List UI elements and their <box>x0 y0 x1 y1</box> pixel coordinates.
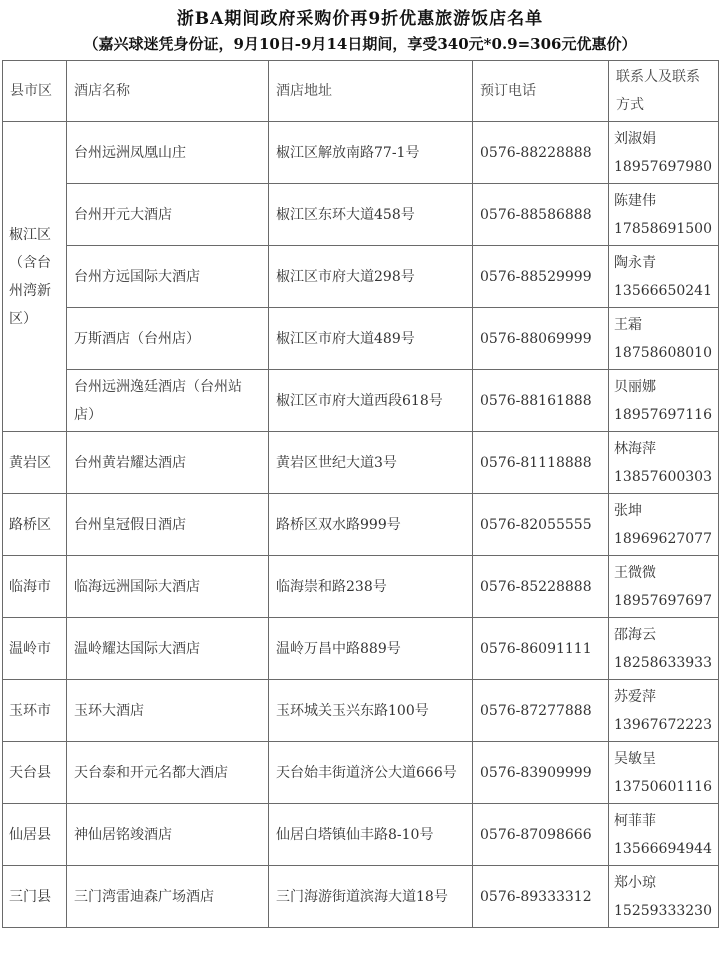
header-booking-phone: 预订电话 <box>473 61 609 122</box>
booking-phone-cell: 0576-88069999 <box>473 308 609 370</box>
hotel-address-cell: 温岭万昌中路889号 <box>269 618 473 680</box>
contact-phone: 18957697116 <box>614 406 712 423</box>
hotel-name-cell: 临海远洲国际大酒店 <box>67 556 269 618</box>
booking-phone-cell: 0576-86091111 <box>473 618 609 680</box>
hotel-address-cell: 椒江区市府大道298号 <box>269 246 473 308</box>
contact-phone: 13566650241 <box>614 282 712 299</box>
booking-phone-cell: 0576-87098666 <box>473 804 609 866</box>
hotel-address-cell: 椒江区市府大道西段618号 <box>269 370 473 432</box>
contact-phone: 13750601116 <box>614 778 712 795</box>
contact-name: 邵海云 <box>614 626 656 643</box>
region-cell: 路桥区 <box>3 494 67 556</box>
contact-cell <box>609 370 719 432</box>
booking-phone-cell: 0576-82055555 <box>473 494 609 556</box>
contact-cell <box>609 184 719 246</box>
region-cell: 临海市 <box>3 556 67 618</box>
header-contact: 联系人及联系方式 <box>609 61 719 122</box>
hotel-name-cell: 玉环大酒店 <box>67 680 269 742</box>
contact-cell <box>609 680 719 742</box>
table-row <box>3 432 719 494</box>
contact-phone: 15259333230 <box>614 902 712 919</box>
contact-phone: 13566694944 <box>614 840 712 857</box>
hotel-name-cell: 台州开元大酒店 <box>67 184 269 246</box>
contact-cell <box>609 494 719 556</box>
contact-name: 张坤 <box>614 502 642 519</box>
contact-phone: 17858691500 <box>614 220 712 237</box>
hotel-address-cell: 路桥区双水路999号 <box>269 494 473 556</box>
region-cell: 黄岩区 <box>3 432 67 494</box>
hotel-name-cell: 台州黄岩耀达酒店 <box>67 432 269 494</box>
document-title: 浙BA期间政府采购价再9折优惠旅游饭店名单 <box>176 9 544 29</box>
contact-cell <box>609 122 719 184</box>
contact-name: 苏爱萍 <box>614 688 656 705</box>
contact-name: 王微微 <box>614 564 656 581</box>
table-row <box>3 742 719 804</box>
header-region: 县市区 <box>3 61 67 122</box>
hotel-address-cell: 玉环城关玉兴东路100号 <box>269 680 473 742</box>
hotel-name-cell: 台州远洲凤凰山庄 <box>67 122 269 184</box>
hotel-name-cell: 温岭耀达国际大酒店 <box>67 618 269 680</box>
contact-cell <box>609 804 719 866</box>
contact-name: 吴敏呈 <box>614 750 656 767</box>
booking-phone-cell: 0576-88228888 <box>473 122 609 184</box>
contact-phone: 18969627077 <box>614 530 712 547</box>
region-cell: 天台县 <box>3 742 67 804</box>
contact-cell <box>609 866 719 928</box>
contact-name: 郑小琼 <box>614 874 656 891</box>
table-row <box>3 618 719 680</box>
hotel-address-cell: 仙居白塔镇仙丰路8-10号 <box>269 804 473 866</box>
hotel-table <box>2 60 719 928</box>
contact-cell <box>609 246 719 308</box>
contact-phone: 13857600303 <box>614 468 712 485</box>
table-row <box>3 494 719 556</box>
hotel-address-cell: 三门海游街道滨海大道18号 <box>269 866 473 928</box>
hotel-name-cell: 台州远洲逸廷酒店（台州站店） <box>67 370 269 432</box>
hotel-address-cell: 黄岩区世纪大道3号 <box>269 432 473 494</box>
region-cell: 温岭市 <box>3 618 67 680</box>
region-cell: 三门县 <box>3 866 67 928</box>
booking-phone-cell: 0576-88529999 <box>473 246 609 308</box>
booking-phone-cell: 0576-81118888 <box>473 432 609 494</box>
contact-name: 刘淑娟 <box>614 130 656 147</box>
table-row <box>3 370 719 432</box>
booking-phone-cell: 0576-87277888 <box>473 680 609 742</box>
hotel-address-cell: 椒江区东环大道458号 <box>269 184 473 246</box>
contact-cell <box>609 556 719 618</box>
table-row <box>3 246 719 308</box>
table-row <box>3 866 719 928</box>
table-header-row <box>3 61 719 122</box>
header-hotel-address: 酒店地址 <box>269 61 473 122</box>
contact-name: 林海萍 <box>614 440 656 457</box>
contact-name: 贝丽娜 <box>614 378 656 395</box>
contact-phone: 18957697697 <box>614 592 712 609</box>
contact-phone: 18758608010 <box>614 344 712 361</box>
region-cell: 椒江区（含台州湾新区） <box>3 122 67 432</box>
header-hotel-name: 酒店名称 <box>67 61 269 122</box>
table-row <box>3 556 719 618</box>
contact-name: 柯菲菲 <box>614 812 656 829</box>
hotel-name-cell: 三门湾雷迪森广场酒店 <box>67 866 269 928</box>
contact-name: 王霜 <box>614 316 642 333</box>
contact-phone: 18258633933 <box>614 654 712 671</box>
hotel-address-cell: 椒江区解放南路77-1号 <box>269 122 473 184</box>
contact-phone: 13967672223 <box>614 716 712 733</box>
table-row <box>3 804 719 866</box>
table-row <box>3 680 719 742</box>
hotel-name-cell: 万斯酒店（台州店） <box>67 308 269 370</box>
contact-cell <box>609 432 719 494</box>
hotel-address-cell: 临海崇和路238号 <box>269 556 473 618</box>
contact-name: 陶永青 <box>614 254 656 271</box>
region-cell: 仙居县 <box>3 804 67 866</box>
hotel-name-cell: 天台泰和开元名都大酒店 <box>67 742 269 804</box>
contact-cell <box>609 742 719 804</box>
booking-phone-cell: 0576-83909999 <box>473 742 609 804</box>
contact-phone: 18957697980 <box>614 158 712 175</box>
booking-phone-cell: 0576-89333312 <box>473 866 609 928</box>
contact-cell <box>609 308 719 370</box>
table-row <box>3 308 719 370</box>
table-row <box>3 122 719 184</box>
hotel-name-cell: 神仙居铭竣酒店 <box>67 804 269 866</box>
contact-name: 陈建伟 <box>614 192 656 209</box>
hotel-name-cell: 台州方远国际大酒店 <box>67 246 269 308</box>
booking-phone-cell: 0576-85228888 <box>473 556 609 618</box>
booking-phone-cell: 0576-88161888 <box>473 370 609 432</box>
hotel-name-cell: 台州皇冠假日酒店 <box>67 494 269 556</box>
table-row <box>3 184 719 246</box>
hotel-address-cell: 椒江区市府大道489号 <box>269 308 473 370</box>
region-cell: 玉环市 <box>3 680 67 742</box>
booking-phone-cell: 0576-88586888 <box>473 184 609 246</box>
document-subtitle: （嘉兴球迷凭身份证，9月10日-9月14日期间，享受340元*0.9=306元优惠价） <box>83 35 637 53</box>
contact-cell <box>609 618 719 680</box>
hotel-address-cell: 天台始丰街道济公大道666号 <box>269 742 473 804</box>
